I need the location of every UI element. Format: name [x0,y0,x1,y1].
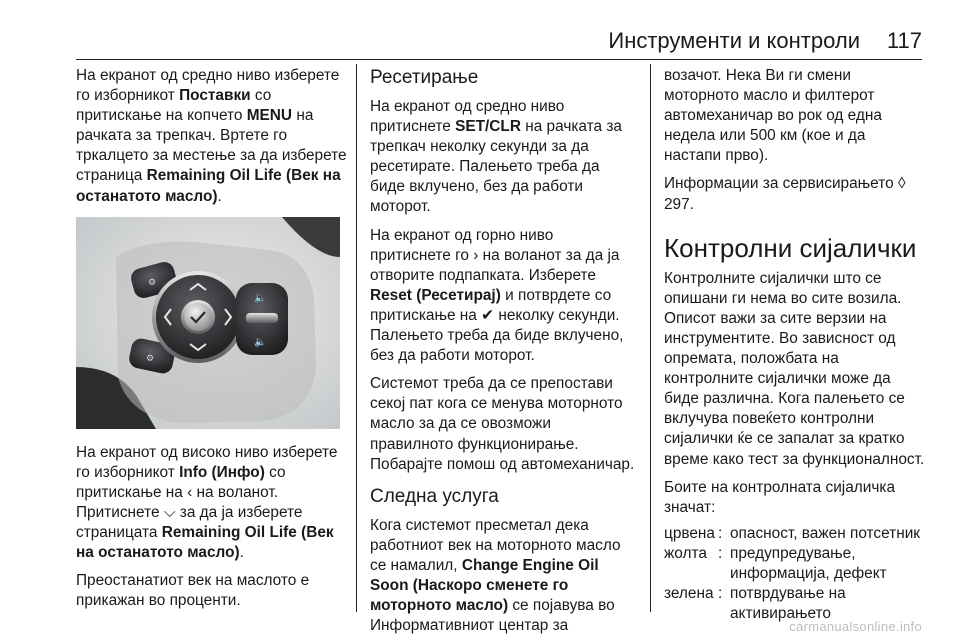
color-name: црвена [664,524,715,542]
color-name: жолта [664,544,707,562]
menu-term: Reset (Ресетирај) [370,286,501,304]
color-description: предупредување, информација, дефект [730,544,887,582]
page-number: 117 [886,28,922,53]
color-legend-row: жолта : предупредување, информација, дефект [664,544,926,584]
message-term: Change Engine Oil Soon (Наскоро сменете го моторното масло) [370,556,599,615]
button-term: SET/CLR [455,118,521,136]
svg-text:🔈: 🔈 [254,336,267,348]
menu-term: Поставки [179,87,251,105]
steering-wheel-controls-image [76,217,340,429]
paragraph: Информации за сервисирањето ◊ 297. [664,175,906,213]
page-reference-icon: ◊ [897,175,906,193]
paragraph: Системот треба да се препостави секој пат кога се менува моторното масло за да се овозможи правилното функционирање. Побарајте помош од автомеханичар. [370,375,635,473]
paragraph: Кога системот пресметал дека работниот век на моторното масло се намалил, Change Engine Oil Soon (Наскоро сменете го моторното масло) се појавува во Информативниот центар за [370,516,621,635]
menu-term: Info (Инфо) [179,463,265,481]
page-title: Инструменти и контроли [608,28,860,53]
color-name: зелена [664,585,714,603]
color-description: потврдување на активирањето [730,585,846,623]
checkmark-icon: ✔ [481,306,495,324]
paragraph: возачот. Нека Ви ги смени моторното масло и филтерот автомеханичар во рок од една недела или 500 км (кое и да настапи прво). [664,67,882,165]
four-way-pad [152,271,244,363]
paragraph: На екранот од високо ниво изберете го изборникот Info (Инфо) со притискање на ‹ на воланот. Притиснете ⌵ за да ја изберете страницата Remaining Oil Life (Век на останатото масло). [76,443,338,562]
chevron-right-icon: › [473,246,479,264]
color-description: опасност, важен потсетник [730,524,921,542]
right-button-cluster [236,283,288,355]
chevron-left-icon: ‹ [187,483,193,501]
section-heading-next-service: Следна услуга [370,485,499,507]
color-legend [664,524,926,624]
color-legend-row: зелена : потврдување на активирањето [664,584,926,624]
header-rule [76,59,922,60]
svg-text:🔈: 🔈 [254,292,267,304]
paragraph: Контролните сијалички што се опишани ги нема во сите возила. Описот важи за сите верзии на инструментите. Во зависност од опремата, положбата на контролните сијалички може да биде различна. Кога палењето се вклучува повеќето контролни сијалички ќе се запалат за кратко време како тест за функционалност. [664,269,925,468]
chevron-down-icon: ⌵ [163,503,176,521]
color-legend-row: црвена : опасност, важен потсетник [664,524,926,544]
column-divider [650,64,651,612]
column-1 [76,66,348,619]
column-3 [664,66,926,624]
svg-text:⚙: ⚙ [146,353,155,364]
section-heading-warning-lights: Контролни сијалички [664,232,917,263]
page-reference-link[interactable]: 297. [664,195,694,213]
page-term: Remaining Oil Life (Век на останатото масло) [76,167,341,205]
page-term: Remaining Oil Life (Век на останатото масло) [76,524,334,562]
paragraph: На екранот од средно ниво изберете го изборникот Поставки со притискање на копчето MENU на рачката за трепкач. Вртете го тркалцето за местење за да изберете страница Remaining Oil Life (Век на останатото масло). [76,67,347,205]
button-term: MENU [246,107,293,125]
watermark: carmanualsonline.info [789,619,922,634]
paragraph: На екранот од горно ниво притиснете го › на воланот за да ја отворите подпапката. Изберете Reset (Ресетирај) и потврдете со притискање на ✔ неколку секунди. Палењето треба да биде вклучено, без да работи моторот. [370,226,624,365]
column-divider [356,64,357,612]
svg-text:⚙: ⚙ [148,277,157,288]
paragraph: Преостанатиот век на маслото е прикажан во проценти. [76,572,310,610]
column-2 [370,66,636,642]
paragraph: На екранот од средно ниво притиснете SET/CLR на рачката за трепкач неколку секунди за да ресетирате. Палењето треба да биде вклучено, без да работи моторот. [370,98,622,216]
section-heading-reset: Ресетирање [370,67,479,88]
paragraph: Боите на контролната сијаличка значат: [664,478,896,516]
page-header [76,26,922,60]
